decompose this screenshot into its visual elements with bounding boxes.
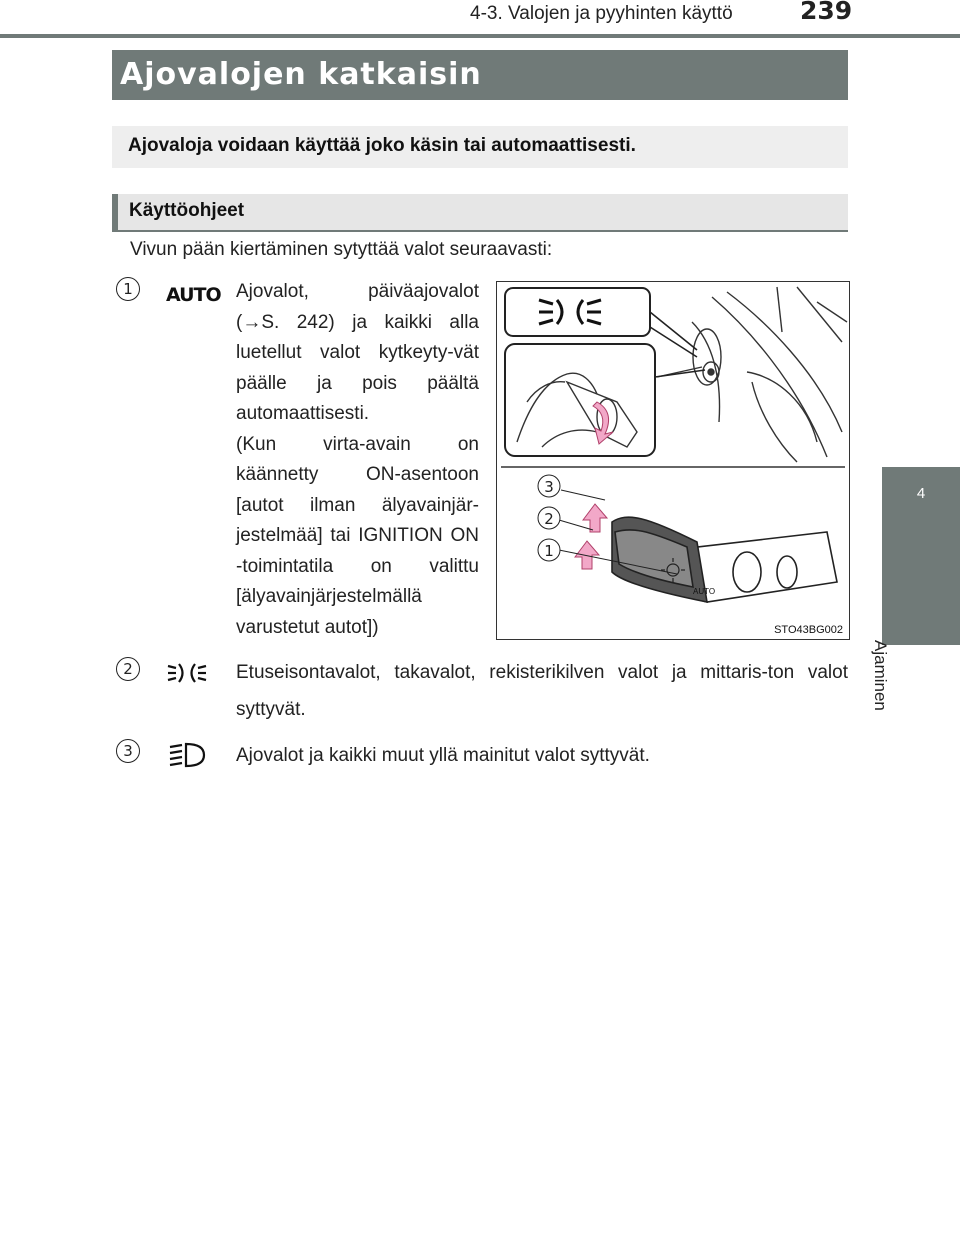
page-reference: (→S. 242): [236, 311, 335, 333]
subheading-accent: [112, 194, 118, 230]
item-2-text: Etuseisontavalot, takavalot, rekisterikilven valot ja mittaris-ton valot syttyvät.: [236, 662, 848, 720]
headlight-icon: [168, 741, 208, 769]
page-title-bar: [112, 50, 848, 100]
lever-auto-label: AUTO: [693, 587, 716, 596]
item-number-1: 1: [116, 277, 140, 301]
lever-drawing: [497, 282, 849, 639]
lever-illustration: [496, 281, 850, 640]
figure-code: STO43BG002: [774, 624, 843, 636]
lead-text: Vivun pään kiertäminen sytyttää valot seuraavasti:: [130, 239, 553, 260]
chapter-label-text: Ajaminen: [871, 640, 890, 711]
header-rule: [0, 34, 960, 38]
section-heading-text: 4-3. Valojen ja pyyhinten käyttö: [470, 3, 733, 24]
item-1-text-b: ja kaikki alla luetellut valot kytkeyty-vät päälle ja pois päältä automaattisesti.: [236, 311, 479, 424]
subheading-bar: [112, 194, 848, 232]
section-heading: [470, 0, 780, 32]
svg-text:1: 1: [544, 542, 554, 560]
item-number-2: 2: [116, 657, 140, 681]
intro-box: [112, 126, 848, 168]
item-1-text-a: Ajovalot, päiväajovalot: [236, 281, 479, 302]
svg-text:2: 2: [544, 510, 554, 528]
page-number: 239: [800, 0, 853, 25]
steering-wheel-sketch: [657, 287, 847, 462]
chapter-label: [871, 550, 944, 711]
subheading-text: Käyttöohjeet: [129, 200, 245, 221]
lever-body: [612, 517, 837, 602]
arrow-position-2: [575, 541, 599, 569]
chapter-number: 4: [916, 485, 926, 502]
svg-text:3: 3: [544, 478, 554, 496]
item-1-text-c: (Kun virta-avain on käännetty ON-asentoon [autot ilman älyavainjär-jestelmää] tai IGNITION ON -toimintatila on valittu [älyavainjärjestelmällä varustetut autot]): [236, 433, 479, 638]
intro-text: Ajovaloja voidaan käyttää joko käsin tai automaattisesti.: [128, 135, 636, 156]
auto-icon: AUTO: [166, 284, 221, 306]
item-1-text: [236, 277, 479, 643]
page-title: Ajovalojen katkaisin: [120, 57, 482, 92]
item-number-3: 3: [116, 739, 140, 763]
item-3-text: Ajovalot ja kaikki muut yllä mainitut valot syttyvät.: [236, 745, 650, 766]
tail-light-icon: [166, 660, 210, 686]
